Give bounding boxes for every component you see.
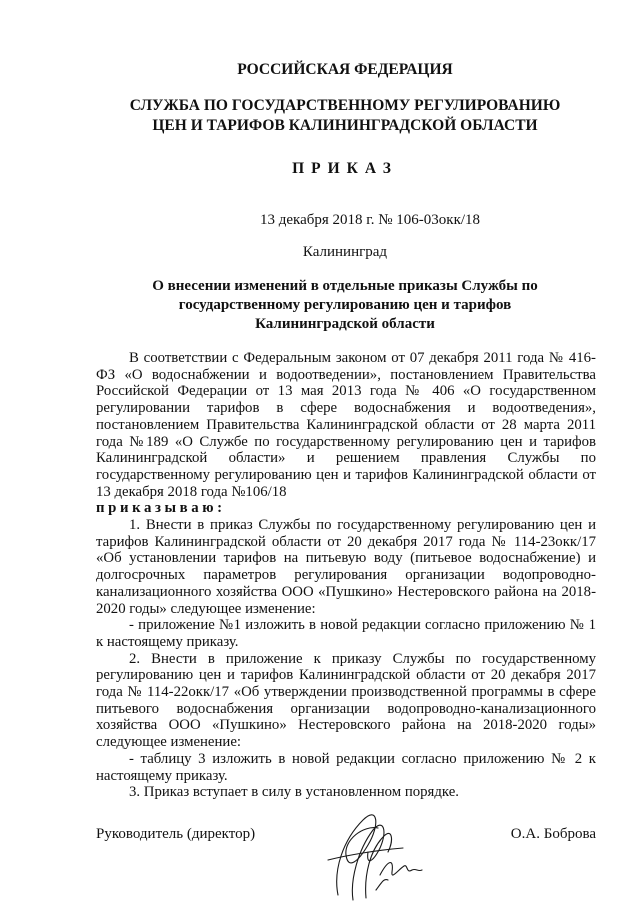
item-2-subparagraph: - таблицу 3 изложить в новой редакции согласно приложению № 2 к настоящему приказу. bbox=[96, 750, 596, 784]
agency-heading-line1: СЛУЖБА ПО ГОСУДАРСТВЕННОМУ РЕГУЛИРОВАНИЮ bbox=[129, 97, 561, 114]
subject-line1: О внесении изменений в отдельные приказы Службы по bbox=[152, 278, 538, 294]
date-and-number: 13 декабря 2018 г. № 106-03окк/18 bbox=[259, 212, 481, 228]
subject-line3: Калининградской области bbox=[255, 316, 435, 332]
item-1-paragraph: 1. Внести в приказ Службы по государственному регулированию цен и тарифов Калининградской области от 20 декабря 2017 года № 114-23окк/17 «Об установлении тарифов на питьевую воду (питьевое водоснабжение) и долгосрочных параметров регулирования организации водопроводно-канализационного хозяйства ООО «Пушкино» Нестеровского района на 2018-2020 годы» следующее изменение: bbox=[96, 517, 596, 617]
preamble-paragraph: В соответствии с Федеральным законом от 07 декабря 2011 года № 416-ФЗ «О водоснабжении и водоотведении», постановлением Правительства Российской Федерации от 13 мая 2013 года № 406 «О государственном регулировании тарифов в сфере водоснабжения и водоотведения», постановлением Правительства Калининградской области от 28 марта 2011 года №189 «О Службе по государственному регулированию цен и тарифов Калининградской области» и решением правления Службы по государственному регулированию цен и тарифов Калининградской области от 13 декабря 2018 года №106/18 bbox=[96, 350, 596, 500]
signer-name: О.А. Боброва bbox=[510, 826, 596, 842]
document-body bbox=[96, 350, 596, 801]
subject-line2: государственному регулированию цен и тарифов bbox=[178, 297, 512, 313]
agency-heading-line2: ЦЕН И ТАРИФОВ КАЛИНИНГРАДСКОЙ ОБЛАСТИ bbox=[152, 117, 538, 134]
item-3-paragraph: 3. Приказ вступает в силу в установленном порядке. bbox=[129, 784, 459, 801]
item-1-subparagraph: - приложение №1 изложить в новой редакции согласно приложению № 1 к настоящему приказу. bbox=[96, 617, 596, 650]
city: Калининград bbox=[302, 244, 388, 260]
document-type-heading: ПРИКАЗ bbox=[292, 160, 398, 177]
country-heading: РОССИЙСКАЯ ФЕДЕРАЦИЯ bbox=[237, 61, 453, 78]
item-2-paragraph: 2. Внести в приложение к приказу Службы по государственному регулированию цен и тарифов Калининградской области от 20 декабря 2017 года № 114-22окк/17 «Об утверждении производственной программы в сфере питьевого водоснабжения организации водопроводно-канализационного хозяйства ООО «Пушкино» Нестеровского района на 2018-2020 годы» следующее изменение: bbox=[96, 650, 596, 751]
order-word: приказываю: bbox=[96, 500, 226, 517]
handwritten-signature-icon bbox=[318, 800, 438, 905]
signer-position: Руководитель (директор) bbox=[96, 826, 256, 842]
